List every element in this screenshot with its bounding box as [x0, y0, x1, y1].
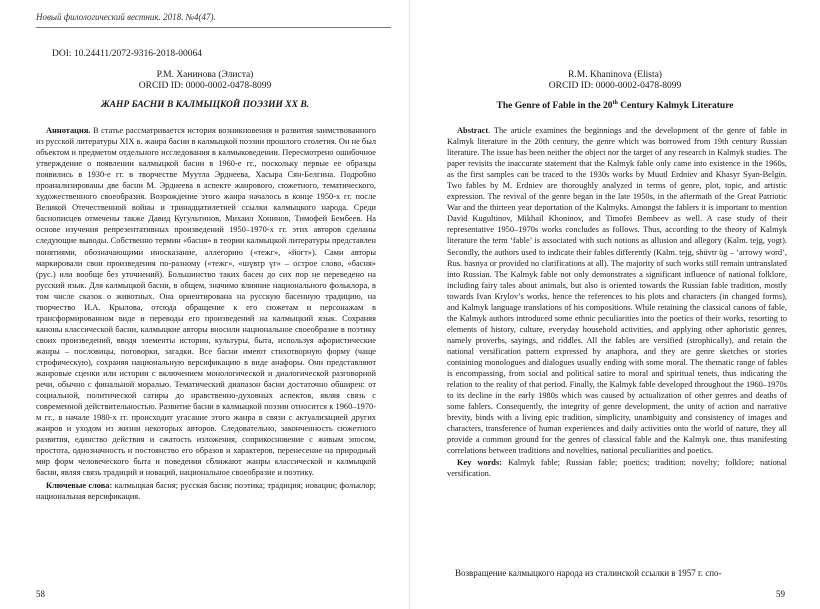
orcid-ru: ORCID ID: 0000-0002-0478-8099 [138, 81, 272, 91]
abstract-text-en: . The article examines the beginnings and the development of the genre of fable in Kalmyk literature in the 20th century, the genre which was borrowed from 19th century Russian literature. The issue has been neither the object nor the target of any research in Kalmyk studies. The paper revisits the inaccurate statement that the Kalmyk fable only came into existence in the 1960s, as the first samples can be traced to the 1930s works by Muutl Erdniev and Khasyr Syan-Belgin. Two fables by M. Erdniev are thoroughly analyzed in terms of genre, plot, topic, and artistic expression. The revival of the genre began in the late 1950s, in the aftermath of the Great Patriotic War and the thirteen year deportation of the Kalmyks. Amongst the fablers it is important to mention David Kugultinov, Mikhail Khoninov, and Timofei Bembeev as well. A case study of their representative 1950–1970s works concludes as follows. Thus, according to the theory of Kalmyk literature the term ‘fable’ is associated with such notions as allusion and allegory (Kalm. tejg, yogt). Secondly, the authors used to indicate their fables differently (Kalm. tejg, shüvtr üg – ‘arrowy word’, Rus. basnya or provided no clarifications at all). The majority of such works still remain untranslated into Russian. The Kalmyk fable not only demonstrates a significant influence of national folklore, including fairy tales about animals, but also is oriented towards the Russian fable tradition, mostly towards Ivan Krylov’s works, hence the references to his plots and characters (in changed forms), and Kalmyk language translations of his compositions. While retaining the classical canons of fable, the Kalmyk authors introduced some ethnic peculiarities into the poetics of their works, resorting to elements of history, culture, everyday household activities, and applying other aphoristic genres, namely proverbs, sayings, and riddles. All the fables are versified (strophically), and retain the national versification pattern expressed by anaphora, and they are genre sketches or stories containing monologues and dialogues usually ending with some moral. The thematic range of fables is encompassing, from social and political satire to moral and spiritual tenets, thus indicating the relation to the reality of that period. Finally, the Kalmyk fable developed throughout the 1960–1970s to its decline in the early 1980s which was caused by actualization of other genres and deaths of some fablers. Consequently, the integrity of genre development, the unity of action and narrative brevity, binds with a living epic tradition, simplicity, unambiguity and consistency of images and characters, transference of human experiences and daily activities onto the world of nature, they all provide a common ground for the genres of classical fable and the Kalmyk one, thus manifesting correlations between traditions and novelties, national peculiarities and poetics. [447, 126, 787, 456]
keywords-label-en: Key words: [457, 458, 503, 468]
abstract-paragraph-ru [36, 125, 376, 479]
abstract-text-ru: В статье рассматривается история возникновения и развития заимствованного из русской литературы XIX в. жанра басни в калмыцкой поэзии прошлого столетия. Он не был объектом и предметом отдельного исследования в калмыковедении. Пересмотрено ошибочное утверждение о появлении калмыцкой басни в 1960-е гг., поскольку первые ее образцы появились в 1930-е гг. в творчестве Муутла Эрднеева, Хасыра Сян-Белгина. Подробно проанализированы две басни М. Эрднеева в аспекте жанрового, сюжетного, тематического, художественного своеобразия. Возрождение этого жанра началось в конце 1950-х гг. после Великой Отечественной войны и тринадцатилетней ссылки калмыцкого народа. Среди баснописцев отмечены также Давид Кугультинов, Михаил Хонинов, Тимофей Бембеев. На основе изучения репрезентативных произведений 1950–1970-х гг. этих авторов сделаны следующие выводы. Собственно термин «басня» в теории калмыцкой литературы представлен понятиями, обозначающими иносказание, аллегорию («тежг», «йогт»). Сами авторы маркировали свои произведения по-разному («тежг», «шүвтр үг» – острое слово, «басня» (рус.) или вообще без уточнений). Большинство таких басен до сих пор не переведено на русский язык. Для калмыцкой басни, в общем, значимо влияние национального фольклора, в том числе сказок о животных. Она ориентирована на русскую басенную традицию, на творчество И.А. Крылова, отсюда обращение к его сюжетам и персонажам в трансформированном виде и переводы его произведений на калмыцкий язык. Сохраняя каноны классической басни, калмыцкие авторы вносили национальное своеобразие в поэтику своих произведений, вводя элементы истории, культуры, быта, используя афористические жанры – пословицы, поговорки, загадки. Все басни имеют стихотворную форму (чаще строфическую), сохраняя национальную версификацию в виде анафоры. Они представляют жанровые сценки или истории с включением монологической и диалогической разговорной речи, обычно с финальной моралью. Тематический диапазон басни достаточно обширен: от социальной, политической сатиры до нравственно-духовных аспектов, являя связь с современной действительностью. Развитие басни в калмыцкой поэзии относится к 1960–1970-м гг., в начале 1980-х гг. происходит угасание этого жанра в связи с актуализацией других жанров и уходом из жизни некоторых авторов. Следовательно, законченность сюжетного развития, единство действия и сжатость изложения, соприкосновение с живым эпосом, простота, однозначность и постоянство его образов и характеров, перенесение на природный мир форм человеческого быта и поведения сближают жанры классической и калмыцкой басни, являя связь традиций и новаций, национальное своеобразие и поэтику. [36, 126, 376, 478]
abstract-label-ru: Аннотация. [46, 126, 91, 135]
author-block-en [410, 70, 820, 92]
title-en-sup: th [612, 100, 618, 106]
page-number-left: 58 [36, 589, 45, 599]
abstract-paragraph-en [447, 125, 787, 456]
author-block-ru [0, 70, 410, 92]
article-title-en [410, 100, 820, 111]
keywords-en [447, 457, 787, 479]
article-title-ru: ЖАНР БАСНИ В КАЛМЫЦКОЙ ПОЭЗИИ XX В. [100, 100, 310, 110]
orcid-en: ORCID ID: 0000-0002-0478-8099 [548, 81, 682, 91]
header-rule [36, 27, 391, 28]
right-page [410, 0, 820, 609]
abstract-en [447, 125, 787, 480]
title-en-part1: The Genre of Fable in the 20 [496, 101, 613, 112]
abstract-ru [36, 125, 376, 502]
keywords-text-en: Kalmyk fable; Russian fable; poetics; tradition; novelty; folklore; national versification. [447, 458, 788, 479]
keywords-text-ru: калмыцкая басня; русская басня; поэтика; традиция; новации; фольклор; национальная версификация. [36, 480, 376, 501]
keywords-ru [36, 480, 376, 502]
page-number-right: 59 [776, 589, 785, 599]
body-text-start: Возвращение калмыцкого народа из сталинской ссылки в 1957 г. спо- [455, 568, 722, 578]
abstract-label-en: Abstract [457, 126, 489, 135]
keywords-label-ru: Ключевые слова: [46, 480, 113, 490]
author-name-en: R.M. Khaninova (Elista) [568, 70, 662, 80]
doi: DOI: 10.24411/2072-9316-2018-00064 [52, 49, 203, 59]
author-name-ru: Р.М. Ханинова (Элиста) [156, 70, 254, 80]
running-head: Новый филологический вестник. 2018. №4(47). [36, 12, 216, 22]
title-en-part2: Century Kalmyk Literature [617, 101, 734, 112]
